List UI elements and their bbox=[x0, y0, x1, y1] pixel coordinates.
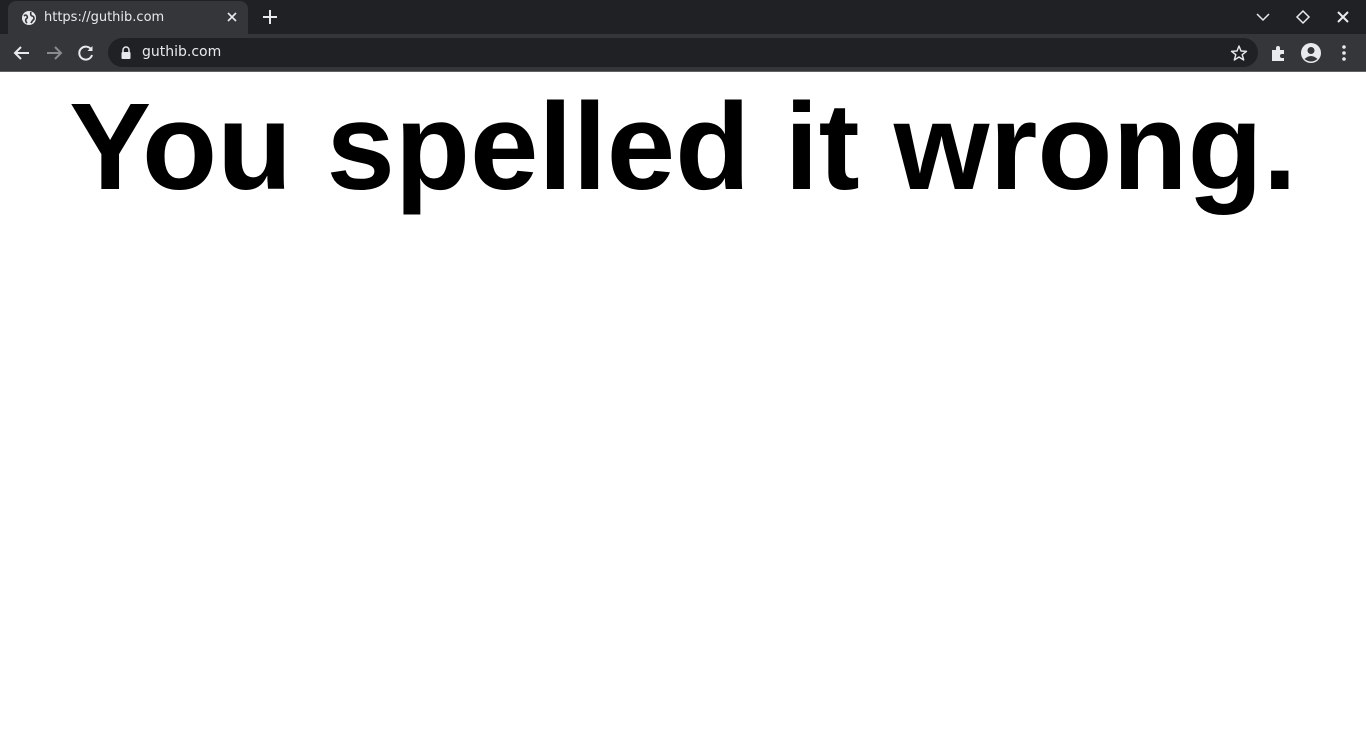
url-text[interactable]: guthib.com bbox=[142, 44, 222, 60]
tab-search-chevron-icon[interactable] bbox=[1253, 7, 1273, 27]
menu-kebab-icon[interactable] bbox=[1333, 42, 1355, 64]
address-bar[interactable] bbox=[108, 38, 1258, 67]
lock-icon[interactable] bbox=[120, 46, 132, 59]
profile-avatar-icon[interactable] bbox=[1300, 42, 1322, 64]
reload-icon[interactable] bbox=[75, 42, 97, 64]
maximize-diamond-icon[interactable] bbox=[1293, 7, 1313, 27]
page-content bbox=[0, 72, 1366, 741]
browser-toolbar bbox=[0, 34, 1366, 71]
tab-title: https://guthib.com bbox=[44, 10, 165, 25]
page-headline: You spelled it wrong. bbox=[69, 79, 1297, 216]
close-window-icon[interactable] bbox=[1333, 7, 1353, 27]
bookmark-star-icon[interactable] bbox=[1230, 44, 1248, 62]
new-tab-icon[interactable] bbox=[260, 7, 280, 27]
extensions-puzzle-icon[interactable] bbox=[1268, 42, 1290, 64]
tab-strip bbox=[0, 0, 1366, 34]
back-arrow-icon[interactable] bbox=[11, 42, 33, 64]
close-tab-icon[interactable] bbox=[224, 9, 240, 25]
browser-tab[interactable] bbox=[8, 1, 248, 34]
globe-icon bbox=[21, 10, 37, 26]
forward-arrow-icon[interactable] bbox=[43, 42, 65, 64]
